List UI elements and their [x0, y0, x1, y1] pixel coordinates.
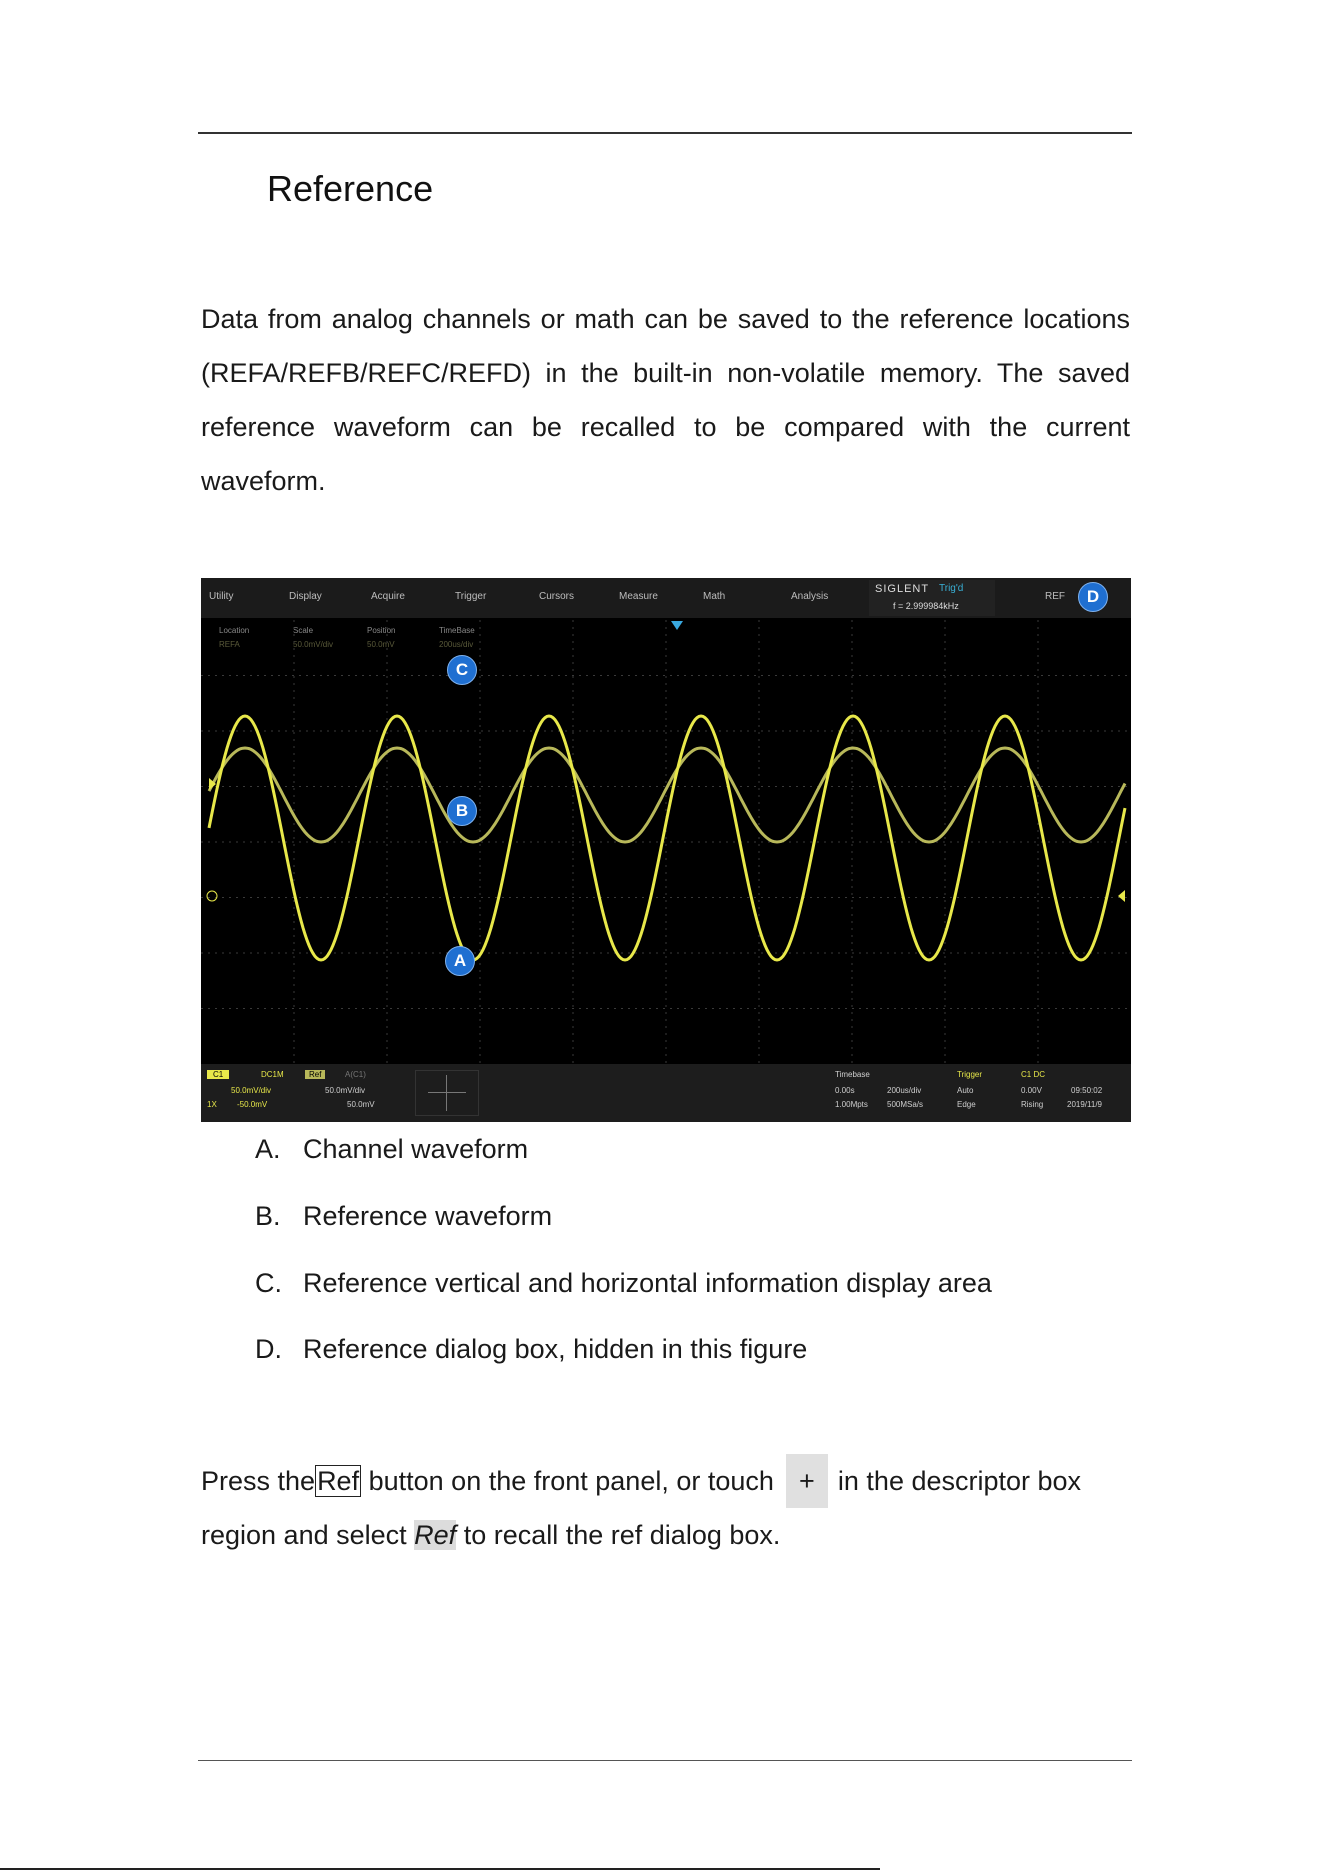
ref-info-timebase: 200us/div — [439, 640, 474, 649]
footer-rule — [198, 1760, 1132, 1761]
legend-item-b: B. Reference waveform — [255, 1201, 553, 1231]
ref-info-scale-label: Scale — [293, 626, 314, 635]
header-rule — [198, 132, 1132, 134]
timebase-delay: 0.00s — [835, 1086, 855, 1095]
ref-offset: 50.0mV — [347, 1100, 375, 1109]
channel-1-probe: 1X — [207, 1100, 217, 1109]
add-descriptor-button[interactable] — [415, 1070, 479, 1116]
frequency-readout: f = 2.999984kHz — [893, 601, 959, 611]
marker-a: A — [445, 946, 475, 976]
instruction-paragraph: Press theRef button on the front panel, or touch + in the descriptor box region and select Ref to recall the ref dialog box. — [201, 1454, 1130, 1562]
scope-status-bar — [201, 1064, 1131, 1122]
clock-time: 09:50:02 — [1071, 1086, 1103, 1095]
legend-item-a: A. Channel waveform — [255, 1134, 529, 1164]
ref-info-position-label: Position — [367, 626, 396, 635]
channel-1-offset: -50.0mV — [237, 1100, 268, 1109]
legend-item-c: C. Reference vertical and horizontal information display area — [255, 1268, 992, 1298]
channel-1-scale: 50.0mV/div — [231, 1086, 272, 1095]
trigger-slope: Rising — [1021, 1100, 1044, 1109]
menu-math: Math — [703, 591, 726, 602]
ref-info-location-label: Location — [219, 626, 250, 635]
trigger-level-marker — [1118, 890, 1125, 902]
trigger-position-marker — [671, 621, 683, 630]
menu-utility: Utility — [209, 591, 234, 602]
plus-button-label: + — [786, 1454, 828, 1508]
trigger-source: C1 DC — [1021, 1070, 1046, 1079]
trigger-label: Trigger — [957, 1070, 983, 1079]
page-edge-rule — [0, 1868, 880, 1870]
marker-d: D — [1078, 582, 1108, 612]
ref-indicator: REF — [1045, 591, 1065, 602]
ref-info-location: REFA — [219, 640, 240, 649]
trig-status: Trig'd — [939, 583, 964, 594]
marker-c: C — [447, 655, 477, 685]
section-title: Reference — [267, 168, 434, 209]
menu-analysis: Analysis — [791, 591, 829, 602]
intro-paragraph: Data from analog channels or math can be saved to the reference locations (REFA/REFB/REFC/REFD) in the built-in non-volatile memory. The saved reference waveform can be recalled to be compared with the current waveform. — [201, 304, 1130, 496]
legend-item-d: D. Reference dialog box, hidden in this figure — [255, 1334, 808, 1364]
menu-trigger: Trigger — [455, 591, 487, 602]
marker-b: B — [447, 796, 477, 826]
reference-waveform — [209, 748, 1125, 842]
brand-logo: SIGLENT — [875, 583, 930, 595]
menu-measure: Measure — [619, 591, 658, 602]
oscilloscope-figure — [201, 578, 1131, 1122]
channel-level-marker — [207, 891, 217, 901]
timebase-scale: 200us/div — [887, 1086, 922, 1095]
graticule — [201, 620, 1131, 1064]
timebase-label: Timebase — [835, 1070, 870, 1079]
channel-waveform — [209, 716, 1125, 960]
ref-source: A(C1) — [345, 1070, 366, 1079]
channel-1-tag: C1 — [207, 1070, 229, 1079]
trigger-mode: Auto — [957, 1086, 974, 1095]
ref-tag: Ref — [305, 1070, 325, 1079]
menu-display: Display — [289, 591, 322, 602]
ref-scale: 50.0mV/div — [325, 1086, 366, 1095]
trigger-level: 0.00V — [1021, 1086, 1042, 1095]
ref-info-timebase-label: TimeBase — [439, 626, 475, 635]
menu-acquire: Acquire — [371, 591, 405, 602]
clock-date: 2019/11/9 — [1067, 1100, 1102, 1109]
ref-button-label: Ref — [317, 1466, 360, 1496]
memory-depth: 1.00Mpts — [835, 1100, 868, 1109]
menu-cursors: Cursors — [539, 591, 575, 602]
waveform-display — [201, 578, 1131, 1122]
sample-rate: 500MSa/s — [887, 1100, 924, 1109]
trigger-type: Edge — [957, 1100, 976, 1109]
ref-info-scale: 50.0mV/div — [293, 640, 334, 649]
ref-info-position: 50.0mV — [367, 640, 395, 649]
channel-1-coupling: DC1M — [261, 1070, 284, 1079]
ref-menu-item-label: Ref — [414, 1520, 457, 1550]
